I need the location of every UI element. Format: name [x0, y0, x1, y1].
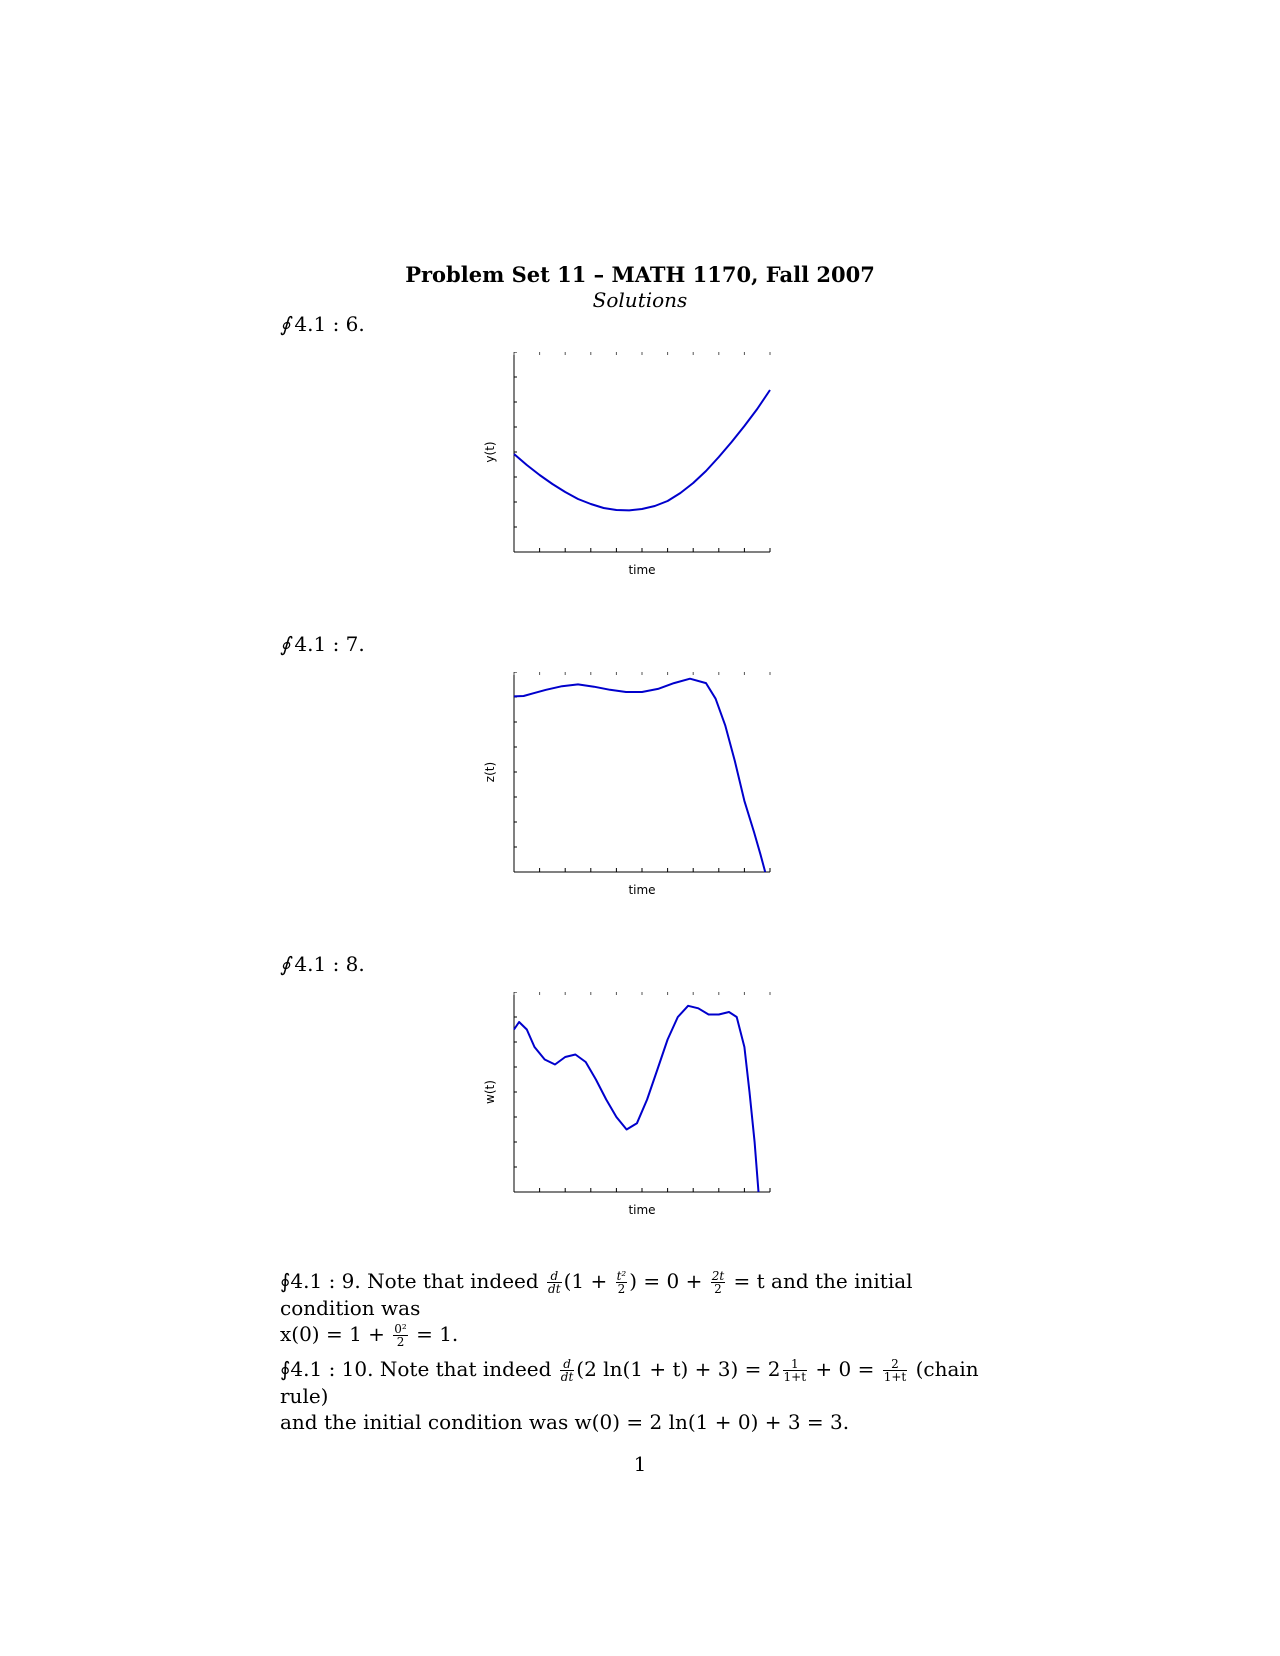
expr: = 1.: [416, 1322, 459, 1346]
chart-w-svg: [470, 992, 800, 1242]
section-number: 4.1 : 7.: [294, 632, 365, 656]
y-axis-label: y(t): [483, 441, 497, 463]
contour-integral-icon: ∮: [280, 632, 291, 656]
problem-10-label: 4.1 : 10.: [290, 1357, 374, 1381]
contour-integral-icon: ∮: [280, 952, 291, 976]
chart-z-svg: [470, 672, 800, 922]
page-title: Problem Set 11 – MATH 1170, Fall 2007: [405, 262, 875, 287]
page-number: 1: [633, 1452, 647, 1476]
fraction-2t-2: $\frac{2t}{2}$: [711, 1269, 725, 1296]
fraction-2-1pt: $\frac{2}{1+t}$: [883, 1357, 907, 1384]
y-axis-label: z(t): [483, 761, 497, 783]
section-number: 4.1 : 8.: [294, 952, 365, 976]
x-axis-label: time: [628, 563, 656, 577]
fraction-1-1pt: $\frac{1}{1+t}$: [783, 1357, 807, 1384]
problem-10: [280, 1356, 1000, 1435]
x-axis-label: time: [628, 883, 656, 897]
expr: + 0 =: [815, 1357, 875, 1381]
problem-9-text: Note that indeed: [367, 1269, 539, 1293]
chart-y: [470, 352, 800, 602]
chart-y-svg: [470, 352, 800, 602]
expr: and the initial condition was w(0) = 2 ln(1 + 0) + 3 = 3.: [280, 1410, 850, 1434]
series-line: [514, 1006, 759, 1192]
fraction-d-dt: $\frac{d}{dt}$: [560, 1357, 574, 1384]
section-label-6: [280, 312, 365, 336]
fraction-02-2: $\frac{\text{0²}}{2}$: [394, 1322, 407, 1349]
x-axis-label: time: [628, 1203, 656, 1217]
chart-w: [470, 992, 800, 1242]
expr: ) = 0 +: [629, 1269, 703, 1293]
fraction-t2-2: $\frac{\text{t²}}{2}$: [616, 1269, 627, 1296]
section-label-8: [280, 952, 365, 976]
fraction-d-dt: $\frac{d}{dt}$: [548, 1269, 561, 1296]
problem-9-label: 4.1 : 9.: [290, 1269, 361, 1293]
section-number: 4.1 : 6.: [294, 312, 365, 336]
chart-z: [470, 672, 800, 922]
expr: = t and the initial condition was: [280, 1269, 913, 1320]
expr: (2 ln(1 + t) + 3) = 2: [576, 1357, 781, 1381]
problem-9: [280, 1268, 1000, 1348]
contour-integral-icon: ∮: [280, 312, 291, 336]
section-label-7: [280, 632, 365, 656]
contour-integral-icon: ∮: [280, 1269, 291, 1293]
series-line: [514, 679, 765, 872]
contour-integral-icon: ∮: [280, 1357, 291, 1381]
problem-10-text: Note that indeed: [379, 1357, 552, 1381]
page-subtitle: Solutions: [592, 288, 688, 312]
expr: (1 +: [563, 1269, 608, 1293]
series-line: [514, 390, 770, 510]
expr: x(0) = 1 +: [280, 1322, 385, 1346]
y-axis-label: w(t): [483, 1080, 497, 1104]
expr: (chain rule): [280, 1357, 979, 1408]
